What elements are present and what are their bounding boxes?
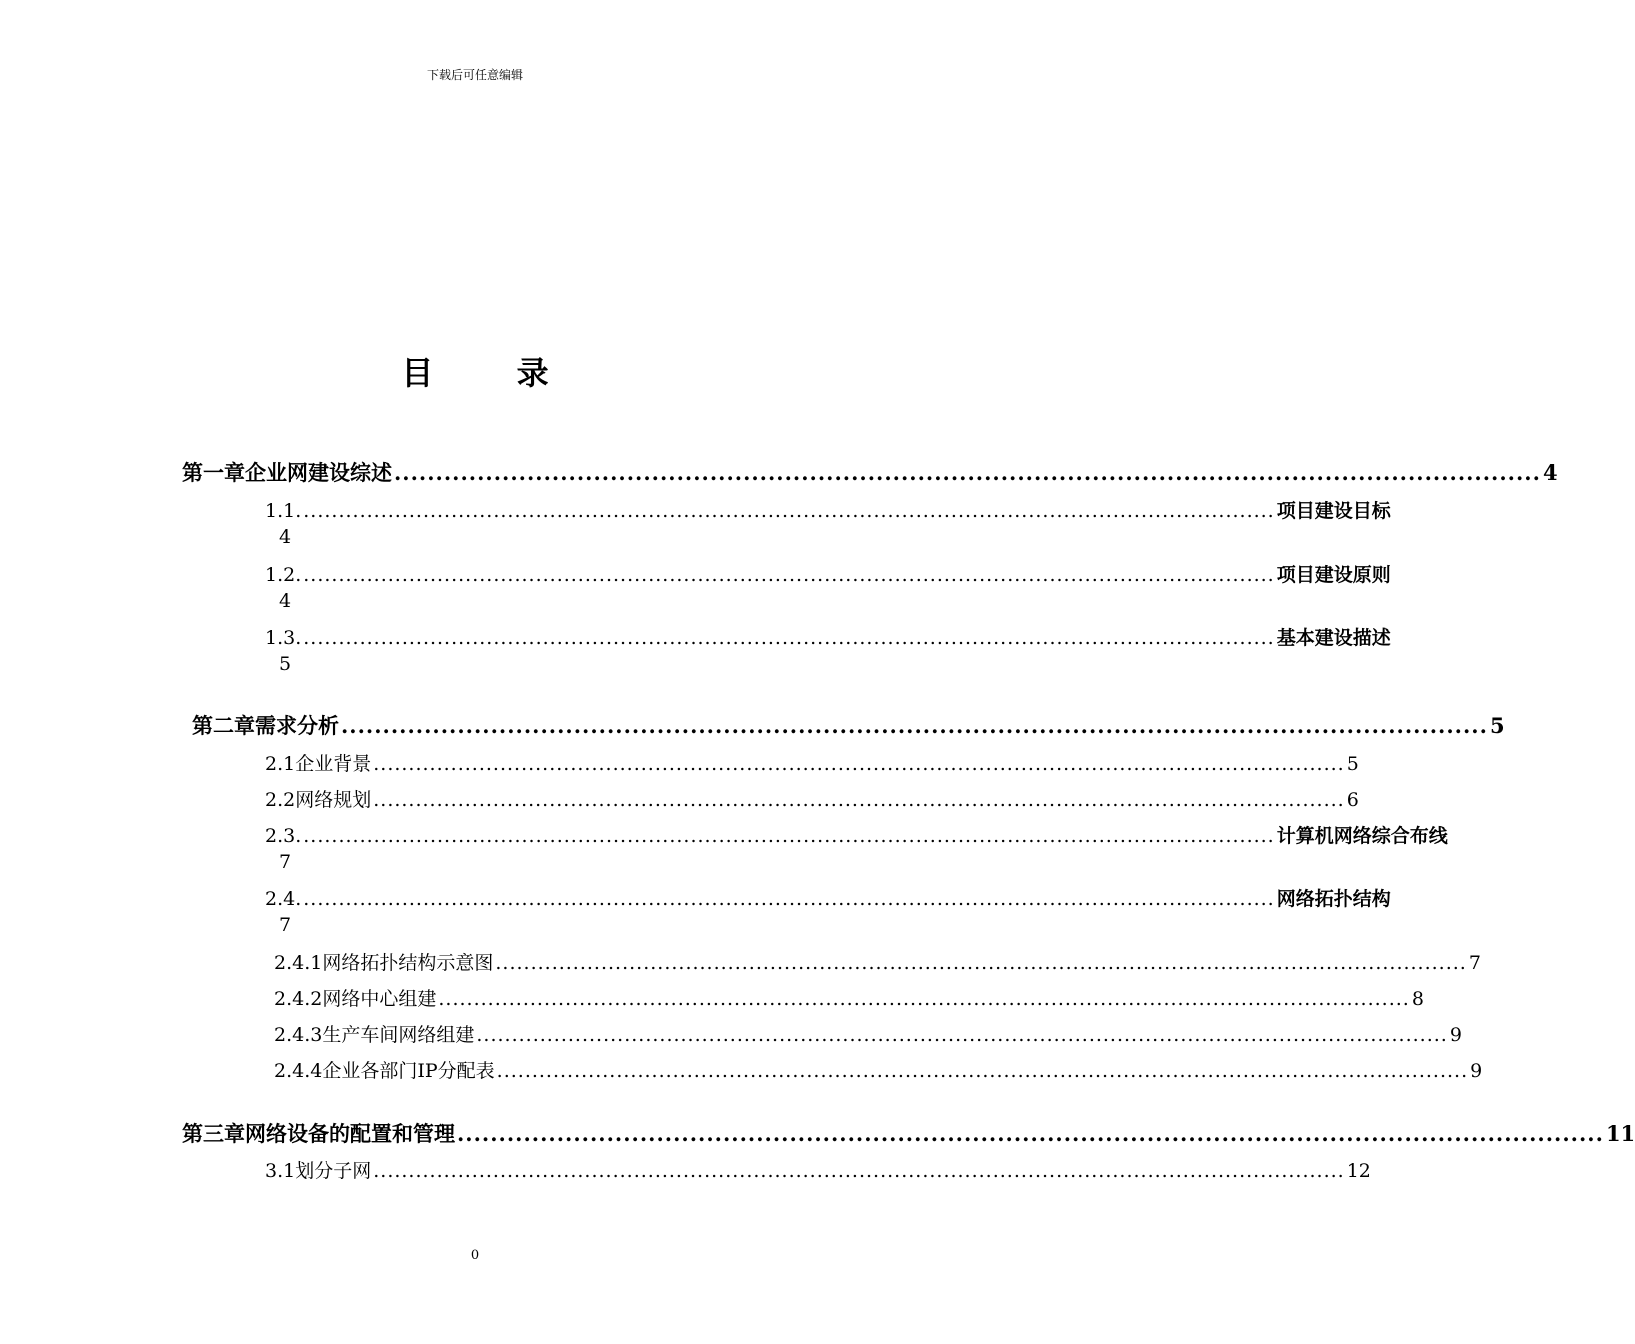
toc-entry-page: 7 [279, 851, 292, 873]
toc-entry-title: 项目建设原则 [1276, 564, 1391, 586]
toc-entry-page: 4 [279, 526, 292, 548]
toc-entry-label: 2.4.3 [274, 1024, 323, 1046]
toc-entry-page: 12 [1346, 1160, 1371, 1182]
toc-entry-label: 2.1 [265, 753, 296, 775]
dot-leader: .......................................................................................................................................... [341, 713, 1488, 738]
toc-entry-title: 划分子网 [295, 1160, 372, 1182]
dot-leader: .......................................................................................................................................... [373, 1160, 1345, 1182]
toc-entry-label: 2.4.1 [274, 952, 323, 974]
toc-entry-title: 网络拓扑结构 [1276, 888, 1391, 910]
dot-leader: .......................................................................................................................................... [373, 753, 1345, 775]
toc-entry-page: 9 [1470, 1060, 1483, 1082]
toc-entry-page: 6 [1346, 789, 1359, 811]
toc-entry-2-4-3[interactable] [274, 1022, 1462, 1048]
toc-entry-title: 企业网建设综述 [245, 460, 392, 485]
toc-entry-title: 网络拓扑结构示意图 [322, 952, 494, 974]
toc-entry-chapter-3[interactable] [182, 1121, 1635, 1147]
toc-entry-label: 3.1 [265, 1160, 296, 1182]
page-header: 下载后可任意编辑 [426, 68, 523, 82]
dot-leader: .......................................................................................................................................... [496, 1060, 1469, 1082]
toc-entry-title: 网络规划 [295, 789, 372, 811]
toc-entry-page: 7 [279, 914, 292, 936]
toc-entry-2-4-4[interactable] [274, 1058, 1483, 1084]
toc-entry-title: 计算机网络综合布线 [1276, 825, 1448, 847]
toc-entry-title: 项目建设目标 [1276, 500, 1391, 522]
toc-entry-label: 2.4. [265, 888, 302, 910]
dot-leader: .......................................................................................................................................... [303, 888, 1275, 910]
toc-entry-page: 9 [1449, 1024, 1462, 1046]
toc-entry-title: 企业背景 [295, 753, 372, 775]
toc-entry-label: 2.2 [265, 789, 296, 811]
toc-entry-2-4-1[interactable] [274, 950, 1481, 976]
toc-entry-title: 基本建设描述 [1276, 627, 1391, 649]
dot-leader: .......................................................................................................................................... [438, 988, 1410, 1010]
dot-leader: .......................................................................................................................................... [303, 825, 1275, 847]
toc-entry-1-2[interactable] [265, 562, 1391, 614]
toc-entry-title: 生产车间网络组建 [322, 1024, 475, 1046]
toc-entry-2-4-2[interactable] [274, 986, 1424, 1012]
dot-leader: .......................................................................................................................................... [394, 460, 1541, 485]
dot-leader: .......................................................................................................................................... [457, 1121, 1604, 1146]
toc-entry-page: 7 [1468, 952, 1481, 974]
dot-leader: .......................................................................................................................................... [303, 564, 1275, 586]
toc-entry-title: 企业各部门IP分配表 [322, 1060, 495, 1082]
toc-entry-page: 4 [279, 590, 292, 612]
toc-entry-label: 第二章 [192, 713, 255, 738]
toc-entry-title: 需求分析 [255, 713, 339, 738]
toc-entry-3-1[interactable] [265, 1158, 1371, 1184]
toc-entry-page: 5 [1346, 753, 1359, 775]
toc-entry-label: 2.4.4 [274, 1060, 323, 1082]
dot-leader: .......................................................................................................................................... [303, 500, 1275, 522]
toc-entry-label: 1.2. [265, 564, 302, 586]
dot-leader: .......................................................................................................................................... [373, 789, 1345, 811]
toc-entry-1-3[interactable] [265, 625, 1391, 677]
toc-entry-page: 4 [1542, 460, 1558, 485]
dot-leader: .......................................................................................................................................... [476, 1024, 1448, 1046]
page-number: 0 [470, 1248, 480, 1263]
toc-entry-page: 5 [279, 653, 292, 675]
toc-entry-2-2[interactable] [265, 787, 1359, 813]
toc-entry-page: 8 [1411, 988, 1424, 1010]
toc-entry-chapter-2[interactable] [192, 713, 1505, 739]
toc-entry-title: 网络设备的配置和管理 [245, 1121, 455, 1146]
toc-entry-label: 第三章 [182, 1121, 245, 1146]
toc-entry-label: 2.3. [265, 825, 302, 847]
toc-entry-label: 第一章 [182, 460, 245, 485]
toc-entry-1-1[interactable] [265, 498, 1391, 550]
dot-leader: .......................................................................................................................................... [303, 627, 1275, 649]
toc-entry-label: 1.3. [265, 627, 302, 649]
toc-entry-2-1[interactable] [265, 751, 1359, 777]
toc-entry-page: 5 [1489, 713, 1505, 738]
dot-leader: .......................................................................................................................................... [495, 952, 1467, 974]
toc-entry-title: 网络中心组建 [322, 988, 437, 1010]
toc-entry-2-4[interactable] [265, 886, 1391, 938]
toc-title: 目 录 [401, 354, 585, 392]
toc-entry-page: 11 [1605, 1121, 1635, 1146]
toc-entry-label: 2.4.2 [274, 988, 323, 1010]
toc-entry-chapter-1[interactable] [182, 460, 1558, 486]
toc-entry-label: 1.1. [265, 500, 302, 522]
toc-entry-2-3[interactable] [265, 823, 1448, 875]
